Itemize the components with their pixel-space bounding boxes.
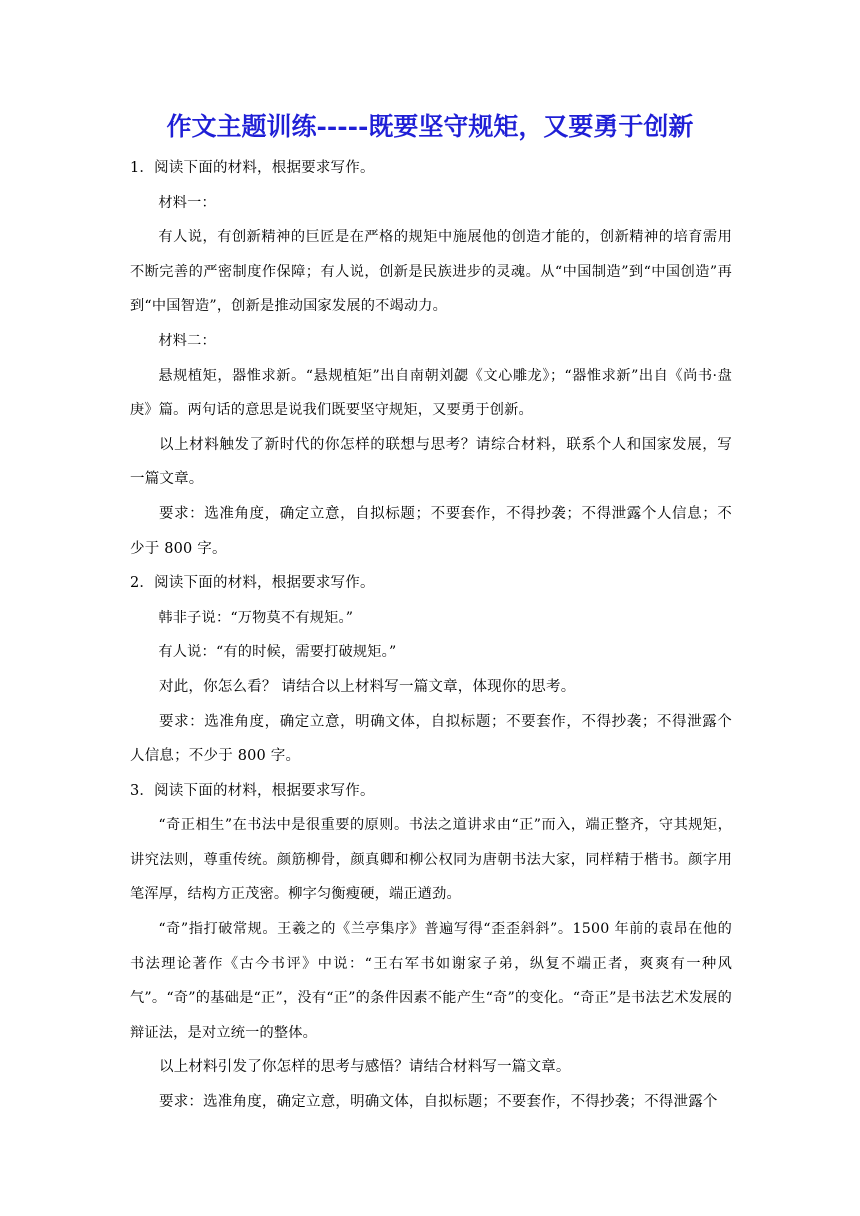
question-prompt-text: 阅读下面的材料，根据要求写作。 — [154, 575, 375, 592]
material-2-heading: 材料二： — [158, 332, 216, 349]
writing-requirements: 要求：选准角度，确定立意，明确文体，自拟标题；不要套作，不得抄袭；不得泄露个 — [159, 1094, 718, 1111]
material-qi-text: “奇”指打破常规。王羲之的《兰亭集序》普遍写得“歪歪斜斜”。1500 年前的袁昂在他的书法理论著作《古今书评》中说：“王右军书如谢家子弟，纵复不端正者，爽爽有一种风气”。“奇”的基础是“正”，没有“正”的条件因素不能产生“奇”的变化。“奇正”是书法艺术发展的辩证法，是对立统一的整体。 — [130, 921, 732, 1041]
question-prompt-text: 阅读下面的材料，根据要求写作。 — [154, 782, 375, 799]
material-1-heading: 材料一： — [158, 194, 216, 211]
quote-hanfeizi: 韩非子说：“万物莫不有规矩。” — [158, 609, 354, 626]
question-1-prompt — [130, 151, 732, 186]
material-zheng-text: “奇正相生”在书法中是很重要的原则。书法之道讲求由“正”而入，端正整齐，守其规矩，讲究法则，尊重传统。颜筋柳骨，颜真卿和柳公权同为唐朝书法大家，同样精于楷书。颜字用笔浑厚，结构方正茂密。柳字匀衡瘦硬，端正遒劲。 — [130, 817, 732, 903]
writing-requirements: 要求：选准角度，确定立意，自拟标题；不要套作，不得抄袭；不得泄露个人信息；不少于 800 字。 — [130, 505, 732, 557]
writing-requirements: 要求：选准角度，确定立意，明确文体，自拟标题；不要套作，不得抄袭；不得泄露个人信息；不少于 800 字。 — [130, 713, 732, 765]
task-instruction: 以上材料触发了新时代的你怎样的联想与思考？请综合材料，联系个人和国家发展，写一篇文章。 — [130, 436, 732, 488]
question-3 — [130, 774, 732, 1120]
quote-someone: 有人说：“有的时候，需要打破规矩。” — [158, 644, 397, 661]
material-1-text: 有人说，有创新精神的巨匠是在严格的规矩中施展他的创造才能的，创新精神的培育需用不断完善的严密制度作保障；有人说，创新是民族进步的灵魂。从“中国制造”到“中国创造”再到“中国智造”，创新是推动国家发展的不竭动力。 — [130, 229, 732, 315]
question-1 — [130, 151, 732, 566]
task-instruction: 以上材料引发了你怎样的思考与感悟？请结合材料写一篇文章。 — [159, 1059, 571, 1076]
task-instruction: 对此，你怎么看？ 请结合以上材料写一篇文章，体现你的思考。 — [159, 678, 576, 695]
material-2-text: 悬规植矩，器惟求新。“悬规植矩”出自南朝刘勰《文心雕龙》；“器惟求新”出自《尚书·盘庚》篇。两句话的意思是说我们既要坚守规矩，又要勇于创新。 — [130, 367, 732, 419]
question-number: 1． — [130, 160, 155, 176]
question-number: 2． — [130, 575, 155, 592]
question-number: 3． — [130, 782, 155, 799]
document-title: 作文主题训练-----既要坚守规矩，又要勇于创新 — [166, 112, 694, 141]
question-2 — [130, 566, 732, 774]
question-3-prompt — [130, 774, 732, 809]
question-2-prompt — [130, 566, 732, 601]
document-body — [130, 151, 732, 1120]
question-prompt-text: 阅读下面的材料，根据要求写作。 — [154, 160, 375, 176]
